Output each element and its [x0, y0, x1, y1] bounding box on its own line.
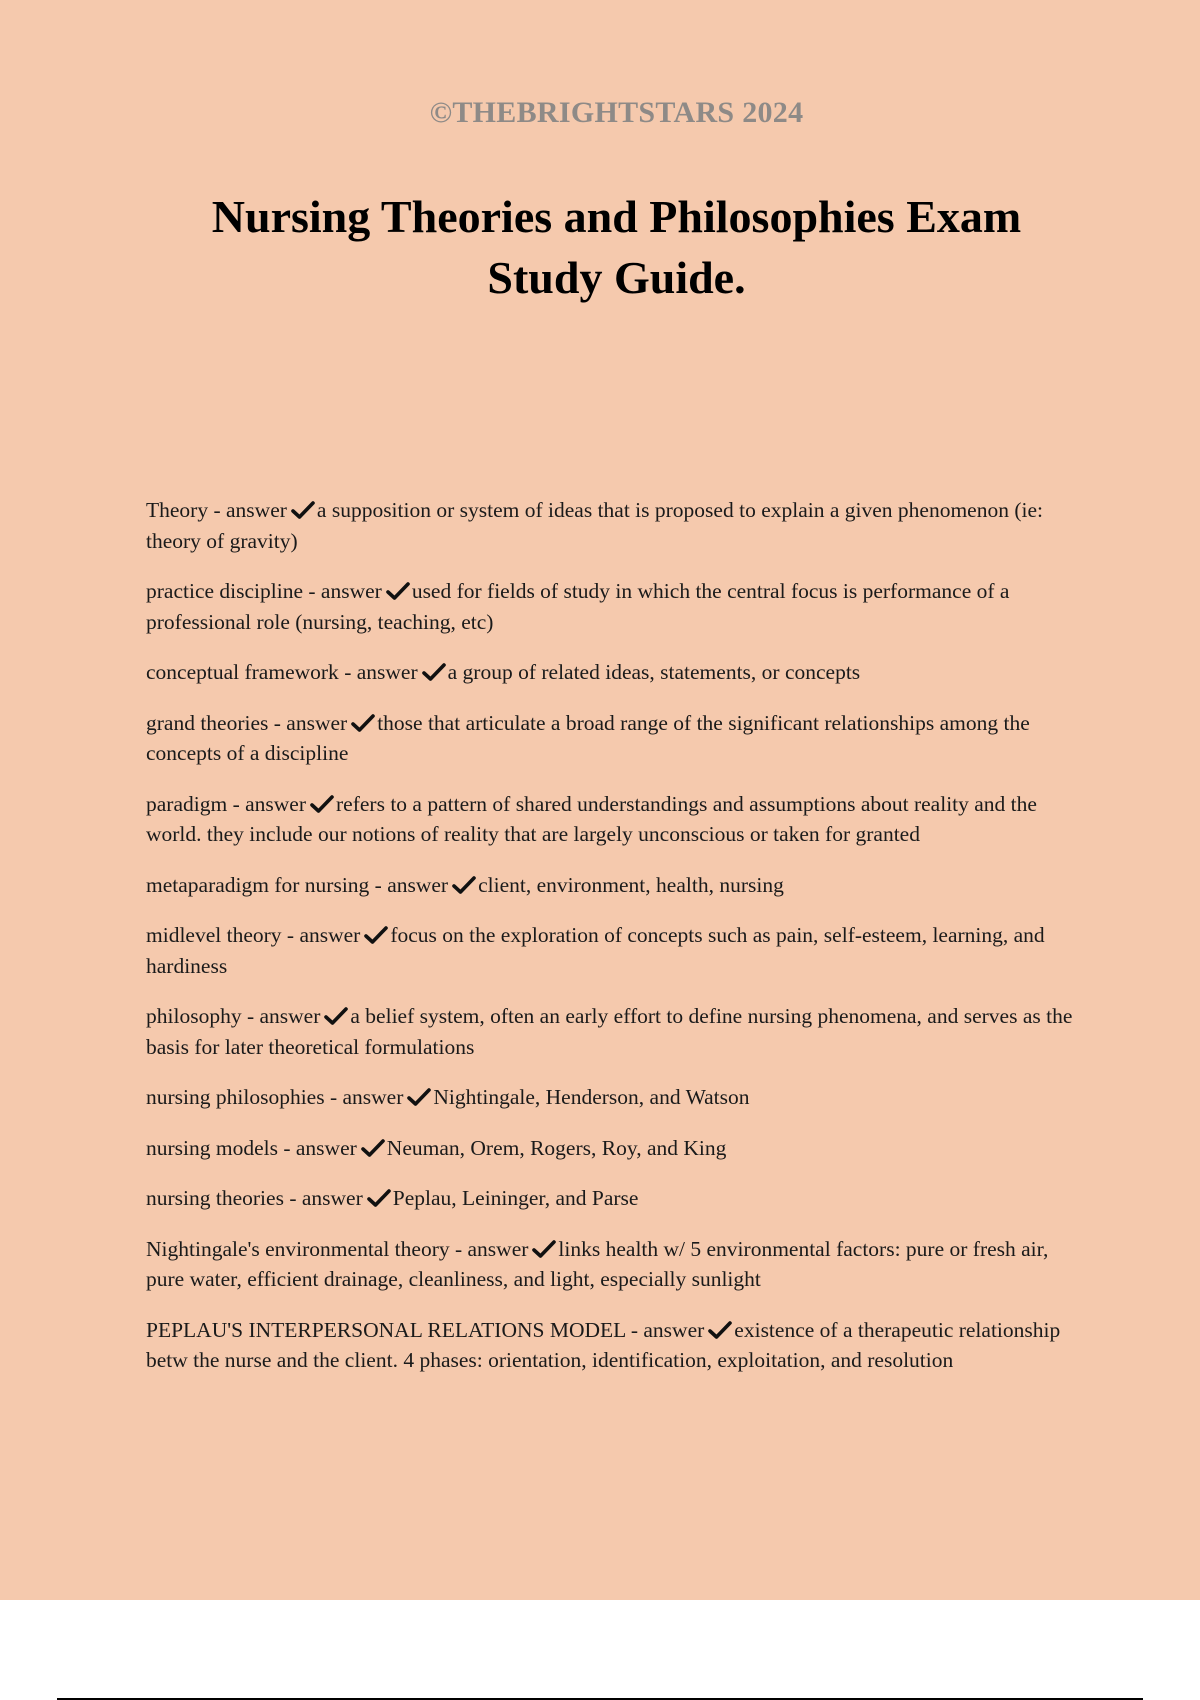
entry-definition: existence of a therapeutic relationship betw the nurse and the client. 4 phases: orientation, identification, exploitation, and resolution — [146, 1317, 1061, 1372]
entry-definition: refers to a pattern of shared understandings and assumptions about reality and the world. they include our notions of reality that are largely unconscious or taken for granted — [146, 791, 1037, 846]
check-icon — [422, 660, 446, 680]
entry-term: nursing models — [146, 1135, 278, 1160]
entry-separator: - answer — [344, 660, 418, 684]
page-title — [0, 186, 1200, 308]
entry-item — [146, 1315, 1076, 1376]
entry-term: Theory — [146, 498, 209, 522]
copyright-watermark: ©THEBRIGHTSTARS 2024 — [429, 96, 804, 129]
entry-term: PEPLAU'S INTERPERSONAL RELATIONS MODEL — [146, 1317, 626, 1342]
entry-separator: - answer — [630, 1317, 705, 1342]
check-icon — [291, 498, 315, 518]
entry-definition: a group of related ideas, statements, or concepts — [447, 660, 861, 684]
check-icon — [324, 1004, 348, 1024]
entry-definition: those that articulate a broad range of the significant relationships among the concepts of a discipline — [146, 710, 1030, 765]
entry-item — [146, 1082, 1076, 1113]
check-icon — [452, 873, 476, 893]
entry-item — [146, 789, 1076, 850]
entry-definition: a supposition or system of ideas that is proposed to explain a given phenomenon (ie: theory of gravity) — [146, 498, 1043, 553]
entry-item — [146, 870, 1076, 901]
entry-term: conceptual framework — [146, 660, 339, 684]
entry-term: nursing philosophies — [146, 1085, 325, 1109]
entry-separator: - answer — [286, 923, 361, 947]
entry-separator: - answer — [246, 1004, 321, 1028]
entry-definition: a belief system, often an early effort to define nursing phenomena, and serves as the basis for later theoretical formulations — [146, 1004, 1073, 1059]
entry-definition: links health w/ 5 environmental factors: pure or fresh air, pure water, efficient drainage, cleanliness, and light, especially sunlight — [146, 1236, 1049, 1291]
entry-item — [146, 495, 1076, 556]
entry-term: philosophy — [146, 1004, 242, 1028]
entry-definition: focus on the exploration of concepts such as pain, self-esteem, learning, and hardiness — [146, 923, 1045, 978]
entry-definition: Neuman, Orem, Rogers, Roy, and King — [386, 1135, 727, 1160]
entry-separator: - answer — [213, 498, 287, 522]
entry-separator: - answer — [283, 1135, 357, 1160]
entry-separator: - answer — [374, 872, 449, 897]
check-icon — [310, 792, 334, 812]
entry-item — [146, 576, 1076, 637]
entry-term: paradigm — [146, 791, 228, 816]
entry-separator: - answer — [308, 579, 382, 603]
entry-item — [146, 920, 1076, 981]
check-icon — [407, 1085, 431, 1105]
entry-item — [146, 1001, 1076, 1062]
entry-term: Nightingale's environmental theory — [146, 1236, 450, 1261]
entry-term: nursing theories — [146, 1186, 284, 1210]
check-icon — [351, 711, 375, 731]
entry-term: metaparadigm for nursing — [146, 872, 370, 897]
entry-definition: Nightingale, Henderson, and Watson — [433, 1085, 750, 1109]
entry-definition: Peplau, Leininger, and Parse — [392, 1186, 639, 1210]
check-icon — [386, 579, 410, 599]
entry-definition: client, environment, health, nursing — [478, 872, 784, 897]
entry-definition: used for fields of study in which the central focus is performance of a professional role (nursing, teaching, etc) — [146, 579, 1010, 634]
entry-separator: - answer — [273, 710, 348, 735]
check-icon — [532, 1237, 556, 1257]
entry-item — [146, 1183, 1076, 1214]
title-line-1: Nursing Theories and Philosophies Exam — [211, 191, 1022, 242]
entry-item — [146, 657, 1076, 688]
title-line-2: Study Guide. — [487, 252, 746, 303]
entry-separator: - answer — [454, 1236, 529, 1261]
entry-separator: - answer — [289, 1186, 363, 1210]
entry-term: midlevel theory — [146, 923, 282, 947]
check-icon — [367, 1186, 391, 1206]
check-icon — [364, 923, 388, 943]
entry-item — [146, 1133, 1076, 1164]
entry-item — [146, 708, 1076, 769]
check-icon — [361, 1136, 385, 1156]
check-icon — [708, 1318, 732, 1338]
entry-separator: - answer — [232, 791, 307, 816]
entry-separator: - answer — [329, 1085, 404, 1109]
entry-term: practice discipline — [146, 579, 303, 603]
study-guide-entries — [146, 495, 1076, 1396]
entry-item — [146, 1234, 1076, 1295]
entry-term: grand theories — [146, 710, 269, 735]
